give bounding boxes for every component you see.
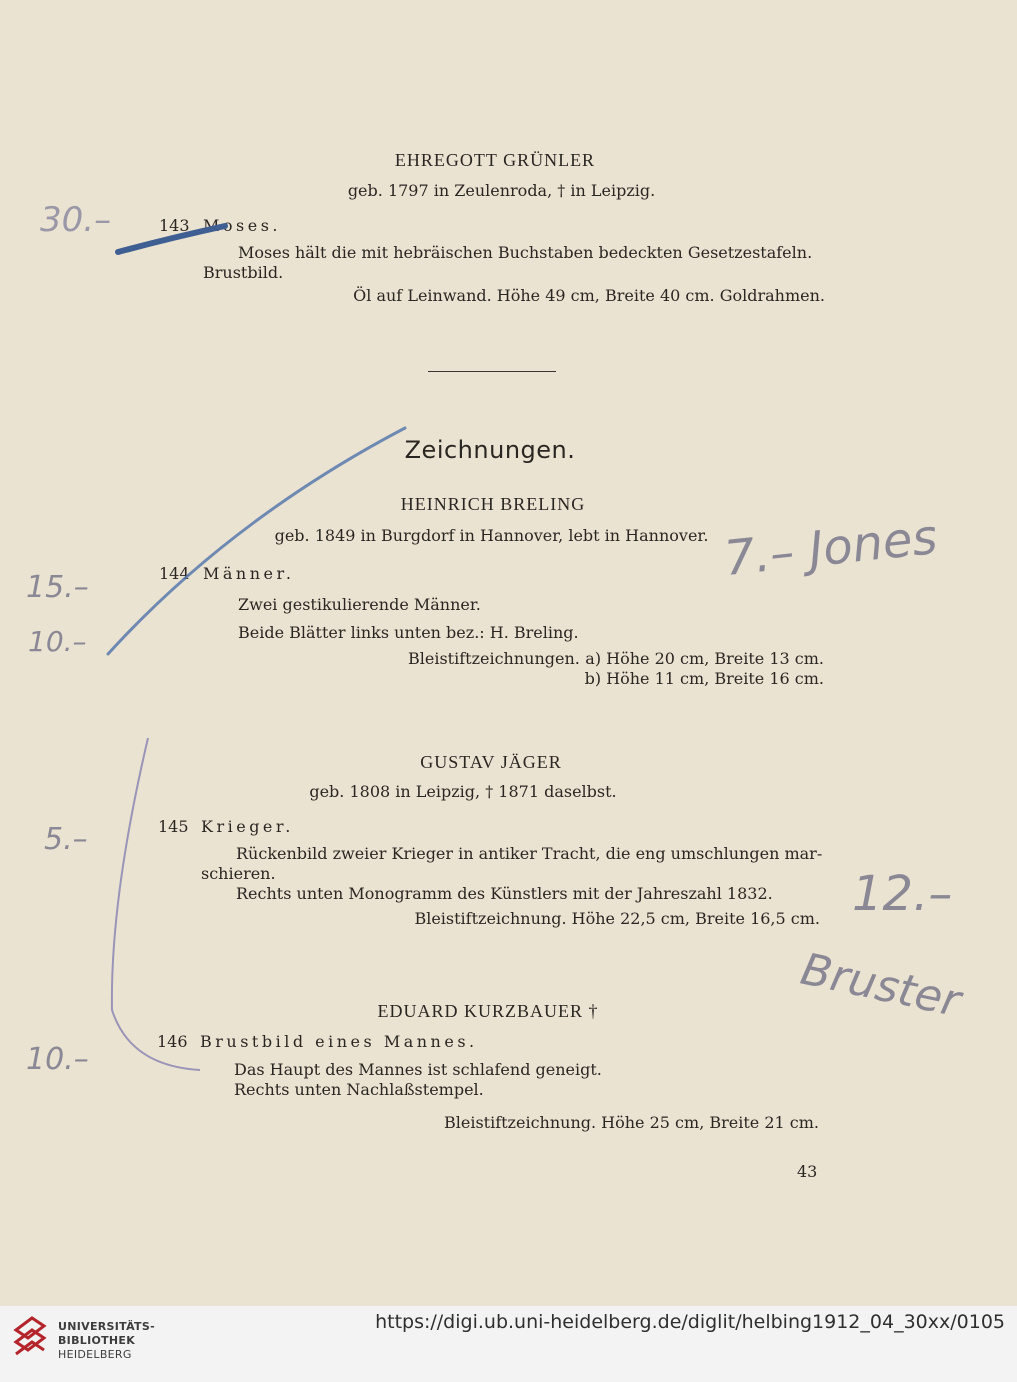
artist-name: EDUARD KURZBAUER † (377, 1001, 599, 1021)
artist-name: EHREGOTT GRÜNLER (394, 150, 596, 170)
artist-life: geb. 1797 in Zeulenroda, † in Leipzig. (347, 181, 656, 200)
lot-title: Moses. (203, 216, 281, 235)
library-name: BIBLIOTHEK (58, 1334, 136, 1347)
lot-number: 146 (157, 1032, 188, 1051)
lot-description: Das Haupt des Mannes ist schlafend geneigt. (234, 1060, 602, 1079)
lot-description: Rechts unten Nachlaßstempel. (234, 1080, 484, 1099)
artist-name: GUSTAV JÄGER (420, 752, 562, 772)
lot-number: 145 (158, 817, 189, 836)
lot-medium: Bleistiftzeichnung. Höhe 25 cm, Breite 21 cm. (443, 1113, 819, 1132)
artist-name: HEINRICH BRELING (400, 494, 586, 514)
lot-medium: Öl auf Leinwand. Höhe 49 cm, Breite 40 cm. Goldrahmen. (353, 286, 825, 305)
buyer-annotation: Bruster (796, 943, 966, 1028)
lot-description: Moses hält die mit hebräischen Buchstaben bedeckten Gesetzestafeln. (238, 243, 813, 262)
blue-crayon-stroke (118, 226, 225, 252)
lot-medium: Bleistiftzeichnung. Höhe 22,5 cm, Breite 16,5 cm. (414, 909, 820, 928)
page-number: 43 (797, 1162, 818, 1181)
price-annotation: 12.– (852, 866, 953, 922)
price-annotation: 15.– (26, 570, 89, 605)
lot-description: Rechts unten Monogramm des Künstlers mit der Jahreszahl 1832. (236, 884, 773, 903)
blue-crayon-stroke (108, 428, 405, 654)
lot-description: Zwei gestikulierende Männer. (238, 595, 481, 614)
library-name: HEIDELBERG (58, 1348, 132, 1361)
price-annotation: 5.– (44, 822, 88, 857)
lot-description: schieren. (201, 864, 276, 883)
artist-life: geb. 1849 in Burgdorf in Hannover, lebt in Hannover. (274, 526, 709, 545)
lot-number: 144 (159, 564, 190, 583)
lot-title: Männer. (203, 564, 295, 583)
lot-number: 143 (159, 216, 190, 235)
price-annotation: 10.– (26, 1042, 89, 1077)
price-annotation: 10.– (28, 625, 87, 658)
lot-medium: Bleistiftzeichnungen. (408, 649, 580, 668)
lot-size: b) Höhe 11 cm, Breite 16 cm. (584, 669, 824, 688)
lot-description: Rückenbild zweier Krieger in antiker Tracht, die eng umschlungen mar- (236, 844, 823, 863)
lot-title: Brustbild eines Mannes. (200, 1032, 478, 1051)
lot-description: Brustbild. (203, 263, 284, 282)
section-heading: Zeichnungen. (404, 436, 576, 464)
permalink-url[interactable]: https://digi.ub.uni-heidelberg.de/diglit/helbing1912_04_30xx/0105 (375, 1311, 1005, 1333)
buyer-annotation: 7.– Jones (721, 508, 940, 588)
library-name: UNIVERSITÄTS- (58, 1320, 155, 1333)
price-annotation: 30.– (40, 200, 112, 240)
library-logo-icon (10, 1316, 50, 1360)
lot-title: Krieger. (201, 817, 294, 836)
lot-size: a) Höhe 20 cm, Breite 13 cm. (585, 649, 824, 668)
lot-description: Beide Blätter links unten bez.: H. Breling. (238, 623, 579, 642)
artist-life: geb. 1808 in Leipzig, † 1871 daselbst. (309, 782, 617, 801)
pencil-bracket (112, 738, 200, 1070)
